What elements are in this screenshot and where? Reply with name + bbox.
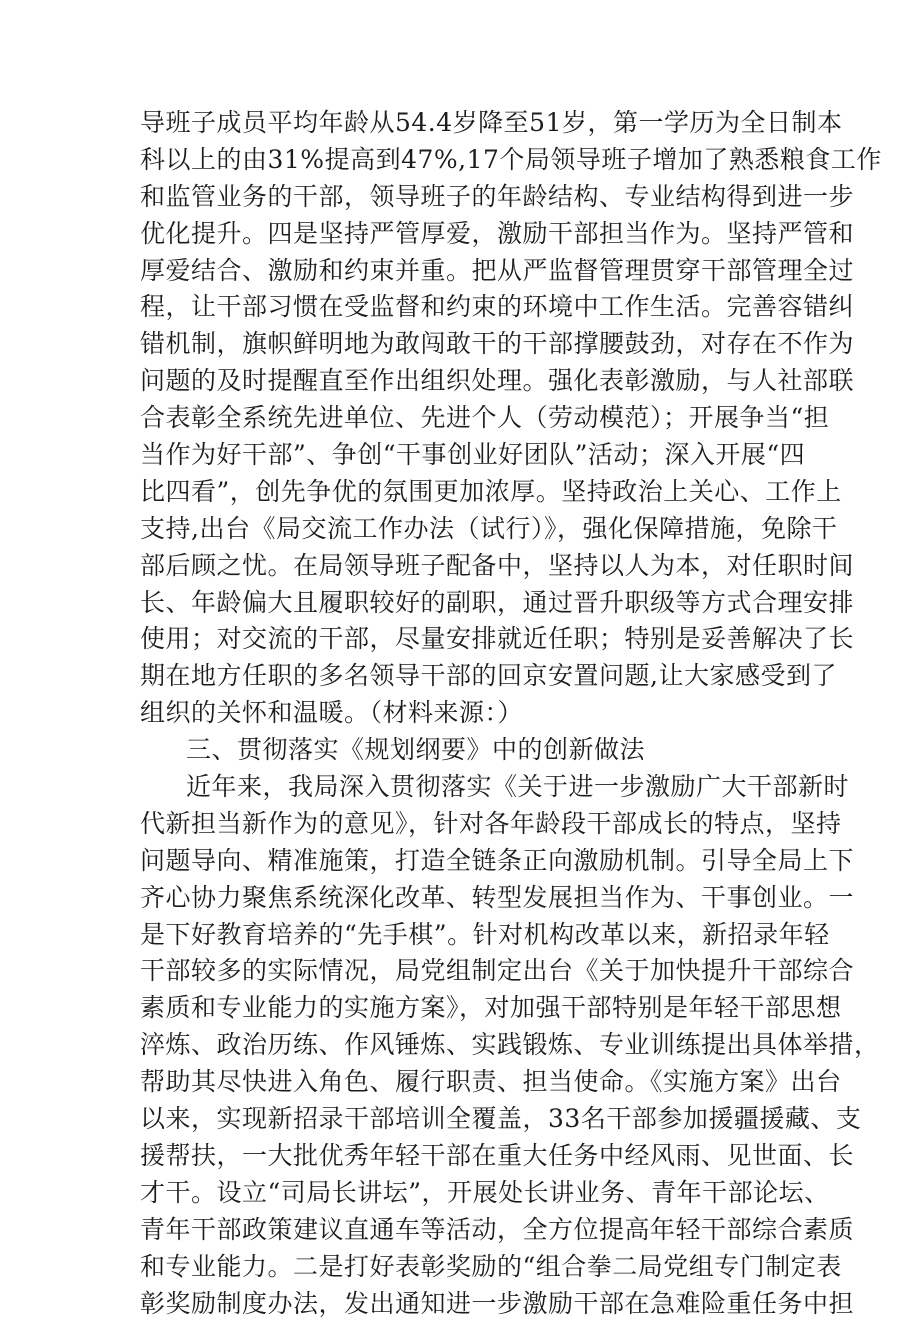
text-line: 程，让干部习惯在受监督和约束的环境中工作生活。完善容错纠 bbox=[140, 289, 800, 326]
text-line: 齐心协力聚焦系统深化改革、转型发展担当作为、干事创业。一 bbox=[140, 880, 800, 917]
text-line: 厚爱结合、激励和约束并重。把从严监督管理贯穿干部管理全过 bbox=[140, 253, 800, 290]
text-line: 是下好教育培养的“先手棋”。针对机构改革以来，新招录年轻 bbox=[140, 917, 800, 954]
text-line: 支持,出台《局交流工作办法（试行）》，强化保障措施，免除干 bbox=[140, 511, 800, 548]
text-line: 青年干部政策建议直通车等活动，全方位提高年轻干部综合素质 bbox=[140, 1212, 800, 1249]
text-line: 问题的及时提醒直至作出组织处理。强化表彰激励，与人社部联 bbox=[140, 363, 800, 400]
text-line: 优化提升。四是坚持严管厚爱，激励干部担当作为。坚持严管和 bbox=[140, 216, 800, 253]
text-line: 才干。设立“司局长讲坛”，开展处长讲业务、青年干部论坛、 bbox=[140, 1175, 800, 1212]
text-line: 近年来，我局深入贯彻落实《关于进一步激励广大干部新时 bbox=[140, 769, 800, 806]
text-line: 比四看”，创先争优的氛围更加浓厚。坚持政治上关心、工作上 bbox=[140, 474, 800, 511]
text-line: 部后顾之忧。在局领导班子配备中，坚持以人为本，对任职时间 bbox=[140, 548, 800, 585]
text-line: 导班子成员平均年龄从54.4岁降至51岁，第一学历为全日制本 bbox=[140, 105, 800, 142]
text-line: 和专业能力。二是打好表彰奖励的“组合拳二局党组专门制定表 bbox=[140, 1249, 800, 1286]
text-line: 使用；对交流的干部，尽量安排就近任职；特别是妥善解决了长 bbox=[140, 621, 800, 658]
text-line: 代新担当新作为的意见》，针对各年龄段干部成长的特点，坚持 bbox=[140, 806, 800, 843]
text-line: 援帮扶，一大批优秀年轻干部在重大任务中经风雨、见世面、长 bbox=[140, 1138, 800, 1175]
text-line: 和监管业务的干部，领导班子的年龄结构、专业结构得到进一步 bbox=[140, 179, 800, 216]
text-line: 组织的关怀和温暖。（材料来源：） bbox=[140, 695, 800, 732]
text-line: 长、年龄偏大且履职较好的副职，通过晋升职级等方式合理安排 bbox=[140, 585, 800, 622]
text-line: 以来，实现新招录干部培训全覆盖，33名干部参加援疆援藏、支 bbox=[140, 1101, 800, 1138]
section-heading: 三、贯彻落实《规划纲要》中的创新做法 bbox=[140, 732, 800, 769]
document-body bbox=[140, 105, 800, 1322]
text-line: 问题导向、精准施策，打造全链条正向激励机制。引导全局上下 bbox=[140, 843, 800, 880]
text-line: 素质和专业能力的实施方案》，对加强干部特别是年轻干部思想 bbox=[140, 990, 800, 1027]
text-line: 合表彰全系统先进单位、先进个人（劳动模范）；开展争当“担 bbox=[140, 400, 800, 437]
text-line: 彰奖励制度办法，发出通知进一步激励干部在急难险重任务中担 bbox=[140, 1286, 800, 1322]
text-line: 淬炼、政治历练、作风锤炼、实践锻炼、专业训练提出具体举措， bbox=[140, 1027, 800, 1064]
text-line: 干部较多的实际情况，局党组制定出台《关于加快提升干部综合 bbox=[140, 953, 800, 990]
text-line: 科以上的由31%提高到47%,17个局领导班子增加了熟悉粮食工作 bbox=[140, 142, 800, 179]
text-line: 错机制，旗帜鲜明地为敢闯敢干的干部撑腰鼓劲，对存在不作为 bbox=[140, 326, 800, 363]
text-line: 期在地方任职的多名领导干部的回京安置问题,让大家感受到了 bbox=[140, 658, 800, 695]
text-line: 当作为好干部”、争创“干事创业好团队”活动；深入开展“四 bbox=[140, 437, 800, 474]
text-line: 帮助其尽快进入角色、履行职责、担当使命。《实施方案》出台 bbox=[140, 1064, 800, 1101]
